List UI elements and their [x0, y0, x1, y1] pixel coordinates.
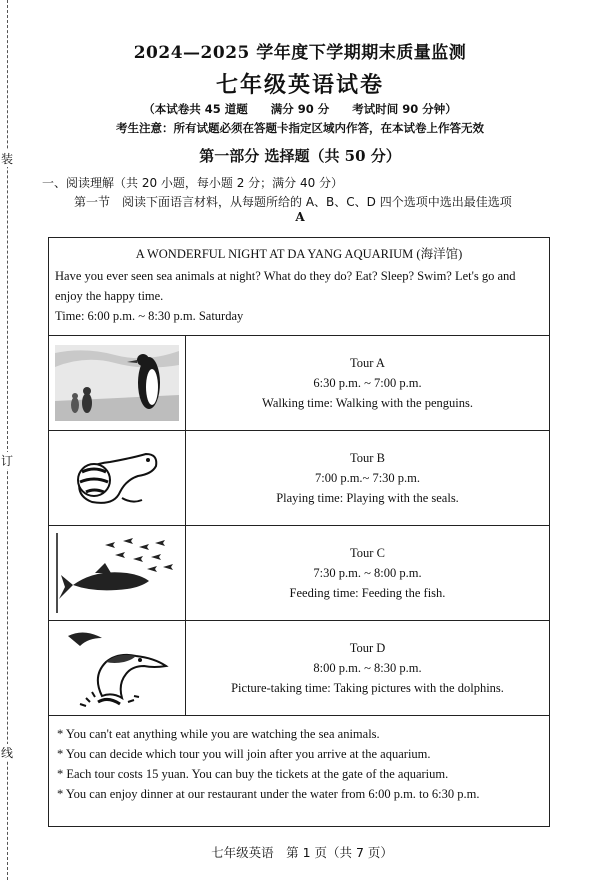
tour-name: Tour B — [350, 451, 385, 465]
tour-row — [49, 336, 549, 431]
binding-mark-xian: 线 — [1, 746, 14, 760]
passage-intro — [49, 238, 549, 336]
passage-box — [48, 237, 550, 827]
tour-description: Picture-taking time: Taking pictures with the dolphins. — [231, 681, 504, 695]
part-title: 第一部分 选择题（共 50 分） — [199, 147, 401, 165]
notes — [49, 716, 549, 804]
tour-info — [186, 431, 549, 525]
tour-description: Walking time: Walking with the penguins. — [262, 396, 473, 410]
note-item: * You can't eat anything while you are watching the sea animals. — [57, 727, 380, 741]
passage-time: Time: 6:00 p.m. ~ 8:30 p.m. Saturday — [55, 309, 244, 323]
passage-label: A — [295, 210, 305, 224]
exam-info: （本试卷共 45 道题 满分 90 分 考试时间 90 分钟） — [143, 102, 457, 116]
main-title: 七年级英语试卷 — [215, 72, 384, 98]
binding-mark-ding: 订 — [1, 454, 14, 468]
passage-intro-text: Have you ever seen sea animals at night? What do they do? Eat? Sleep? Swim? Let's go and enjoy the happy time. — [55, 269, 516, 303]
dolphin-icon — [62, 626, 172, 710]
note-item: * You can decide which tour you will join after you arrive at the aquarium. — [57, 747, 431, 761]
year-title: 2024—2025 学年度下学期期末质量监测 — [133, 43, 467, 63]
tour-description: Feeding time: Feeding the fish. — [289, 586, 446, 600]
note-item: * Each tour costs 15 yuan. You can buy the tickets at the gate of the aquarium. — [57, 767, 449, 781]
tour-time: 6:30 p.m. ~ 7:00 p.m. — [313, 376, 422, 390]
penguin-picture — [49, 336, 186, 430]
tour-info — [186, 526, 549, 620]
dolphin-picture — [49, 621, 186, 715]
note-item: * You can enjoy dinner at our restaurant under the water from 6:00 p.m. to 6:30 p.m. — [57, 787, 480, 801]
seal-picture — [49, 431, 186, 525]
tour-row — [49, 621, 549, 716]
binding-mark-zhuang: 装 — [1, 152, 14, 166]
tour-description: Playing time: Playing with the seals. — [276, 491, 459, 505]
tour-info — [186, 336, 549, 430]
tour-name: Tour D — [349, 641, 386, 655]
tour-name: Tour C — [350, 546, 385, 560]
seal-icon — [62, 440, 172, 516]
fish-icon — [55, 533, 179, 613]
penguin-icon — [55, 345, 179, 421]
tour-time: 8:00 p.m. ~ 8:30 p.m. — [313, 661, 422, 675]
exam-notice: 考生注意：所有试题必须在答题卡指定区域内作答，在本试卷上作答无效 — [116, 121, 484, 135]
page-footer: 七年级英语 第 1 页（共 7 页） — [211, 845, 393, 860]
fish-picture — [49, 526, 186, 620]
tour-time: 7:30 p.m. ~ 8:00 p.m. — [313, 566, 422, 580]
exam-header — [42, 38, 552, 224]
tour-row — [49, 431, 549, 526]
tour-info — [186, 621, 549, 715]
tour-name: Tour A — [350, 356, 385, 370]
tour-row — [49, 526, 549, 621]
tour-time: 7:00 p.m.~ 7:30 p.m. — [314, 471, 421, 485]
passage-title: A WONDERFUL NIGHT AT DA YANG AQUARIUM (海洋馆) — [135, 247, 463, 261]
section-title: 一、阅读理解（共 20 小题，每小题 2 分；满分 40 分） — [42, 176, 344, 190]
section-subtitle: 第一节 阅读下面语言材料，从每题所给的 A、B、C、D 四个选项中选出最佳选项 — [74, 195, 512, 209]
